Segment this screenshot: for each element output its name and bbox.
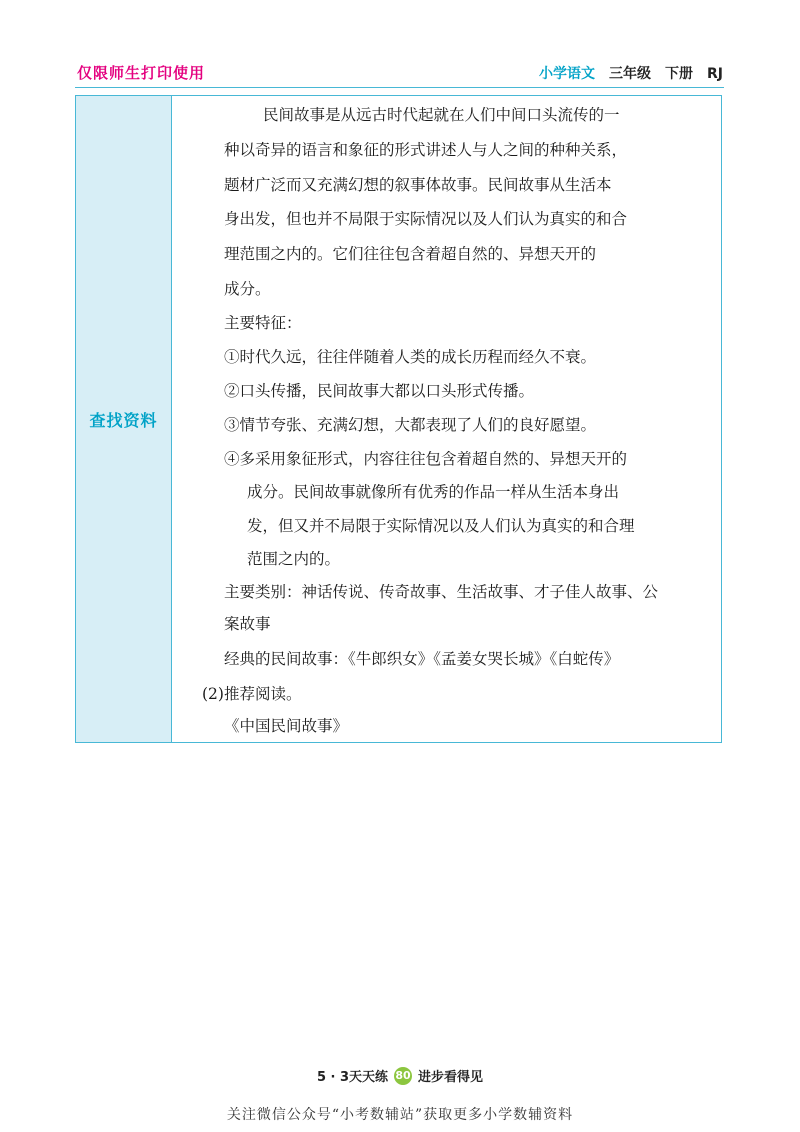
row-label-cell — [76, 96, 172, 742]
text-line: 经典的民间故事：《牛郎织女》《孟姜女哭长城》《白蛇传》 — [224, 650, 620, 668]
print-notice: 仅限师生打印使用 — [77, 64, 206, 82]
text-line: 发，但又并不局限于实际情况以及人们认为真实的和合理 — [247, 517, 635, 535]
footer-brand: 5 · 3天天练 — [316, 1070, 389, 1085]
text-line: 主要特征： — [224, 314, 302, 332]
text-line: (2)推荐阅读。 — [202, 685, 302, 703]
text-line: 成分。民间故事就像所有优秀的作品一样从生活本身出 — [247, 483, 620, 501]
term-label: 下册 — [665, 66, 693, 82]
text-line: ②口头传播，民间故事大都以口头形式传播。 — [224, 382, 535, 400]
grade-label: 三年级 — [609, 66, 651, 82]
text-line: 题材广泛而又充满幻想的叙事体故事。民间故事从生活本 — [224, 176, 612, 194]
edition-label: RJ — [707, 66, 723, 82]
text-line: ①时代久远，往往伴随着人类的成长历程而经久不衰。 — [224, 348, 597, 366]
subject-label: 小学语文 — [539, 66, 595, 82]
text-line: 理范围之内的。它们往往包含着超自然的、异想天开的 — [224, 245, 597, 263]
watermark-text: 关注微信公众号“小考数辅站”获取更多小学数辅资料 — [226, 1107, 574, 1123]
book-info — [539, 63, 723, 83]
header-rule — [75, 87, 724, 88]
text-line: 种以奇异的语言和象征的形式讲述人与人之间的种种关系， — [224, 141, 628, 159]
page-footer — [0, 1066, 800, 1085]
content-table — [75, 95, 722, 743]
text-line: 民间故事是从远古时代起就在人们中间口头流传的一 — [263, 106, 620, 124]
text-line: 主要类别：神话传说、传奇故事、生活故事、才子佳人故事、公 — [224, 583, 659, 601]
footer-slogan: 进步看得见 — [418, 1070, 484, 1085]
text-line: ③情节夸张、充满幻想，大都表现了人们的良好愿望。 — [224, 416, 597, 434]
text-line: 成分。 — [224, 280, 271, 298]
page-number: 80 — [394, 1067, 412, 1085]
text-line: 《中国民间故事》 — [224, 717, 349, 735]
text-line: 范围之内的。 — [247, 550, 341, 568]
text-line: 身出发，但也并不局限于实际情况以及人们认为真实的和合 — [224, 210, 628, 228]
text-line: ④多采用象征形式，内容往往包含着超自然的、异想天开的 — [224, 450, 628, 468]
text-line: 案故事 — [224, 615, 271, 633]
content-cell — [172, 96, 721, 742]
row-label: 查找资料 — [89, 410, 158, 430]
